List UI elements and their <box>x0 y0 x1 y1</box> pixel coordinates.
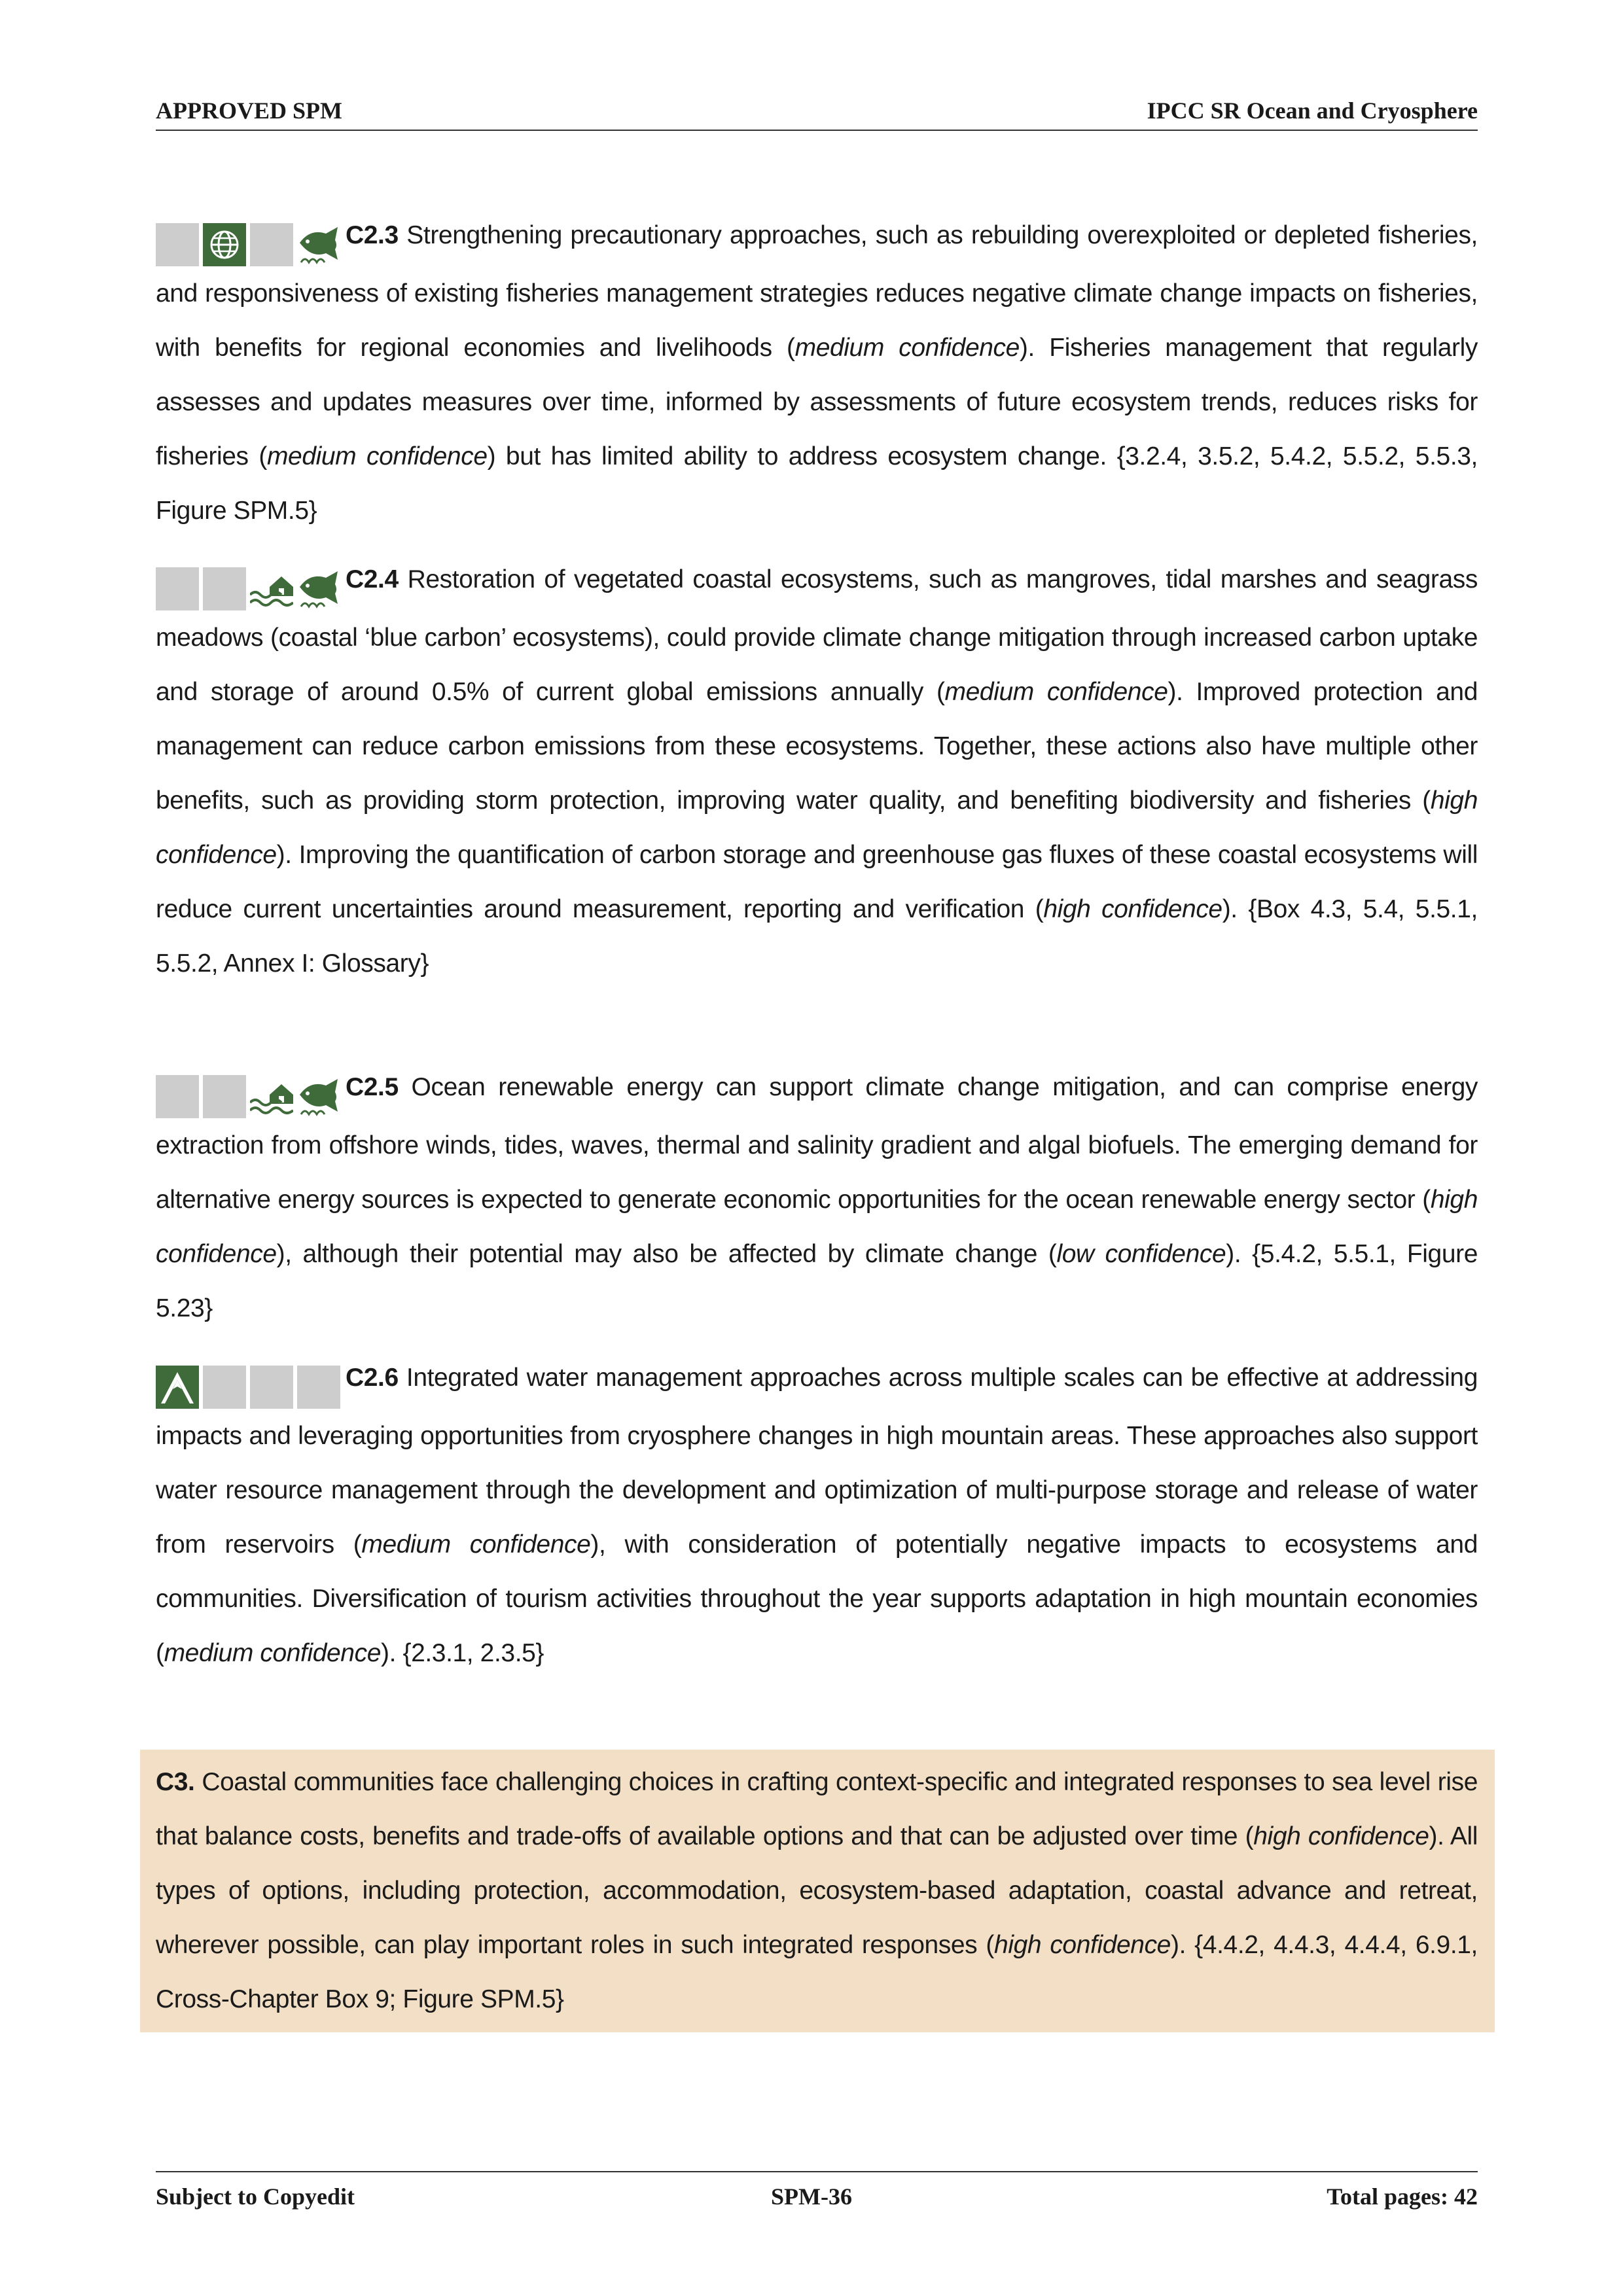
text-segment: ). {4.4.2, 4.4.3, 4.4.4, 6.9.1, Cross-Chapter Box 9; Figure SPM.5} <box>156 1931 1478 2013</box>
paragraph-number: C3. <box>156 1768 202 1796</box>
text-segment: Coastal communities face challenging choices in crafting context-specific and integrated responses to sea level rise that balance costs, benefits and trade-offs of available options and that can be adjusted over time ( <box>156 1768 1478 1850</box>
page-header <box>156 97 1478 131</box>
blank-icon-cell <box>250 1366 293 1409</box>
page-footer <box>156 2171 1478 2210</box>
confidence-term: medium confidence <box>361 1530 591 1559</box>
blank-icon-cell <box>250 223 293 266</box>
text-segment: ), although their potential may also be affected by climate change ( <box>276 1240 1057 1268</box>
confidence-term: high confidence <box>994 1931 1171 1959</box>
confidence-term: medium confidence <box>266 442 488 470</box>
confidence-term: medium confidence <box>164 1639 381 1667</box>
paragraph-number: C2.3 <box>346 221 407 249</box>
blank-icon-cell <box>203 1366 246 1409</box>
confidence-term: low confidence <box>1056 1240 1226 1268</box>
paragraph-number: C2.5 <box>346 1073 412 1101</box>
fish-icon <box>297 223 340 266</box>
coast-icon <box>250 567 293 610</box>
header-right: IPCC SR Ocean and Cryosphere <box>1147 97 1478 124</box>
text-segment: ). All types of options, including protection, accommodation, ecosystem-based adaptation, coastal advance and retreat, wherever possible, can play important roles in such integrated responses ( <box>156 1822 1478 1959</box>
text-segment: ). {2.3.1, 2.3.5} <box>380 1639 544 1667</box>
text-segment: Strengthening precautionary approaches, such as rebuilding overexploited or depleted fisheries, and responsiveness of existing fisheries management strategies reduces negative climate change impacts on fisheries, with benefits for regional economies and livelihoods ( <box>156 221 1478 362</box>
text-segment: ). {Box 4.3, 5.4, 5.5.1, 5.5.2, Annex I: Glossary} <box>156 895 1478 978</box>
text-segment: Ocean renewable energy can support climate change mitigation, and can comprise energy extraction from offshore winds, tides, waves, thermal and salinity gradient and algal biofuels. The emerging demand for alternative energy sources is expected to generate economic opportunities for the ocean renewable energy sector ( <box>156 1073 1478 1214</box>
blank-icon-cell <box>156 223 199 266</box>
confidence-term: high confidence <box>156 786 1478 869</box>
confidence-term: high confidence <box>1253 1822 1429 1850</box>
blank-icon-cell <box>203 1075 246 1118</box>
coast-icon <box>250 1075 293 1118</box>
icon-strip <box>156 1354 344 1409</box>
text-segment: ) but has limited ability to address ecosystem change. {3.2.4, 3.5.2, 5.4.2, 5.5.2, 5.5.3, Figure SPM.5} <box>156 442 1478 525</box>
blank-icon-cell <box>156 1075 199 1118</box>
blank-icon-cell <box>156 567 199 610</box>
blank-icon-cell <box>203 567 246 610</box>
blank-icon-cell <box>297 1366 340 1409</box>
paragraph-number: C2.6 <box>346 1364 406 1392</box>
paragraph-c3 <box>156 1755 1478 2026</box>
text-segment: ). {5.4.2, 5.5.1, Figure 5.23} <box>156 1240 1478 1322</box>
text-segment: Restoration of vegetated coastal ecosystems, such as mangroves, tidal marshes and seagrass meadows (coastal ‘blue carbon’ ecosystems), could provide climate change mitigation through increased carbon uptake and storage of around 0.5% of current global emissions annually ( <box>156 565 1478 706</box>
paragraph-c2-4 <box>156 552 1478 991</box>
fish-icon <box>297 1075 340 1118</box>
globe-icon <box>203 223 246 266</box>
icon-strip <box>156 556 344 610</box>
header-left: APPROVED SPM <box>156 97 342 124</box>
page-number: SPM-36 <box>771 2183 852 2210</box>
confidence-term: high confidence <box>1043 895 1222 923</box>
paragraph-c2-3 <box>156 208 1478 538</box>
text-segment: ). Fisheries management that regularly assesses and updates measures over time, informed by assessments of future ecosystem trends, reduces risks for fisheries ( <box>156 334 1478 470</box>
paragraph-c2-6 <box>156 1351 1478 1680</box>
text-segment: ). Improving the quantification of carbon storage and greenhouse gas fluxes of these coastal ecosystems will reduce current uncertainties around measurement, reporting and verification ( <box>156 841 1478 923</box>
text-segment: ). Improved protection and management can reduce carbon emissions from these ecosystems. Together, these actions also have multiple other benefits, such as providing storm protection, improving water quality, and benefiting biodiversity and fisheries ( <box>156 678 1478 815</box>
confidence-term: medium confidence <box>794 334 1020 362</box>
confidence-term: medium confidence <box>944 678 1168 706</box>
text-segment: Integrated water management approaches across multiple scales can be effective at addressing impacts and leveraging opportunities from cryosphere changes in high mountain areas. These approaches also support water resource management through the development and optimization of multi-purpose storage and release of water from reservoirs ( <box>156 1364 1478 1559</box>
icon-strip <box>156 1064 344 1118</box>
fish-icon <box>297 567 340 610</box>
confidence-term: high confidence <box>156 1186 1478 1268</box>
icon-strip <box>156 212 344 266</box>
paragraph-number: C2.4 <box>346 565 408 593</box>
paragraph-c2-5 <box>156 1060 1478 1335</box>
mountain-icon <box>156 1366 199 1409</box>
text-segment: ), with consideration of potentially negative impacts to ecosystems and communities. Diversification of tourism activities throughout the year supports adaptation in high mountain economies ( <box>156 1530 1478 1667</box>
footer-left: Subject to Copyedit <box>156 2183 355 2210</box>
footer-right: Total pages: 42 <box>1327 2183 1478 2210</box>
